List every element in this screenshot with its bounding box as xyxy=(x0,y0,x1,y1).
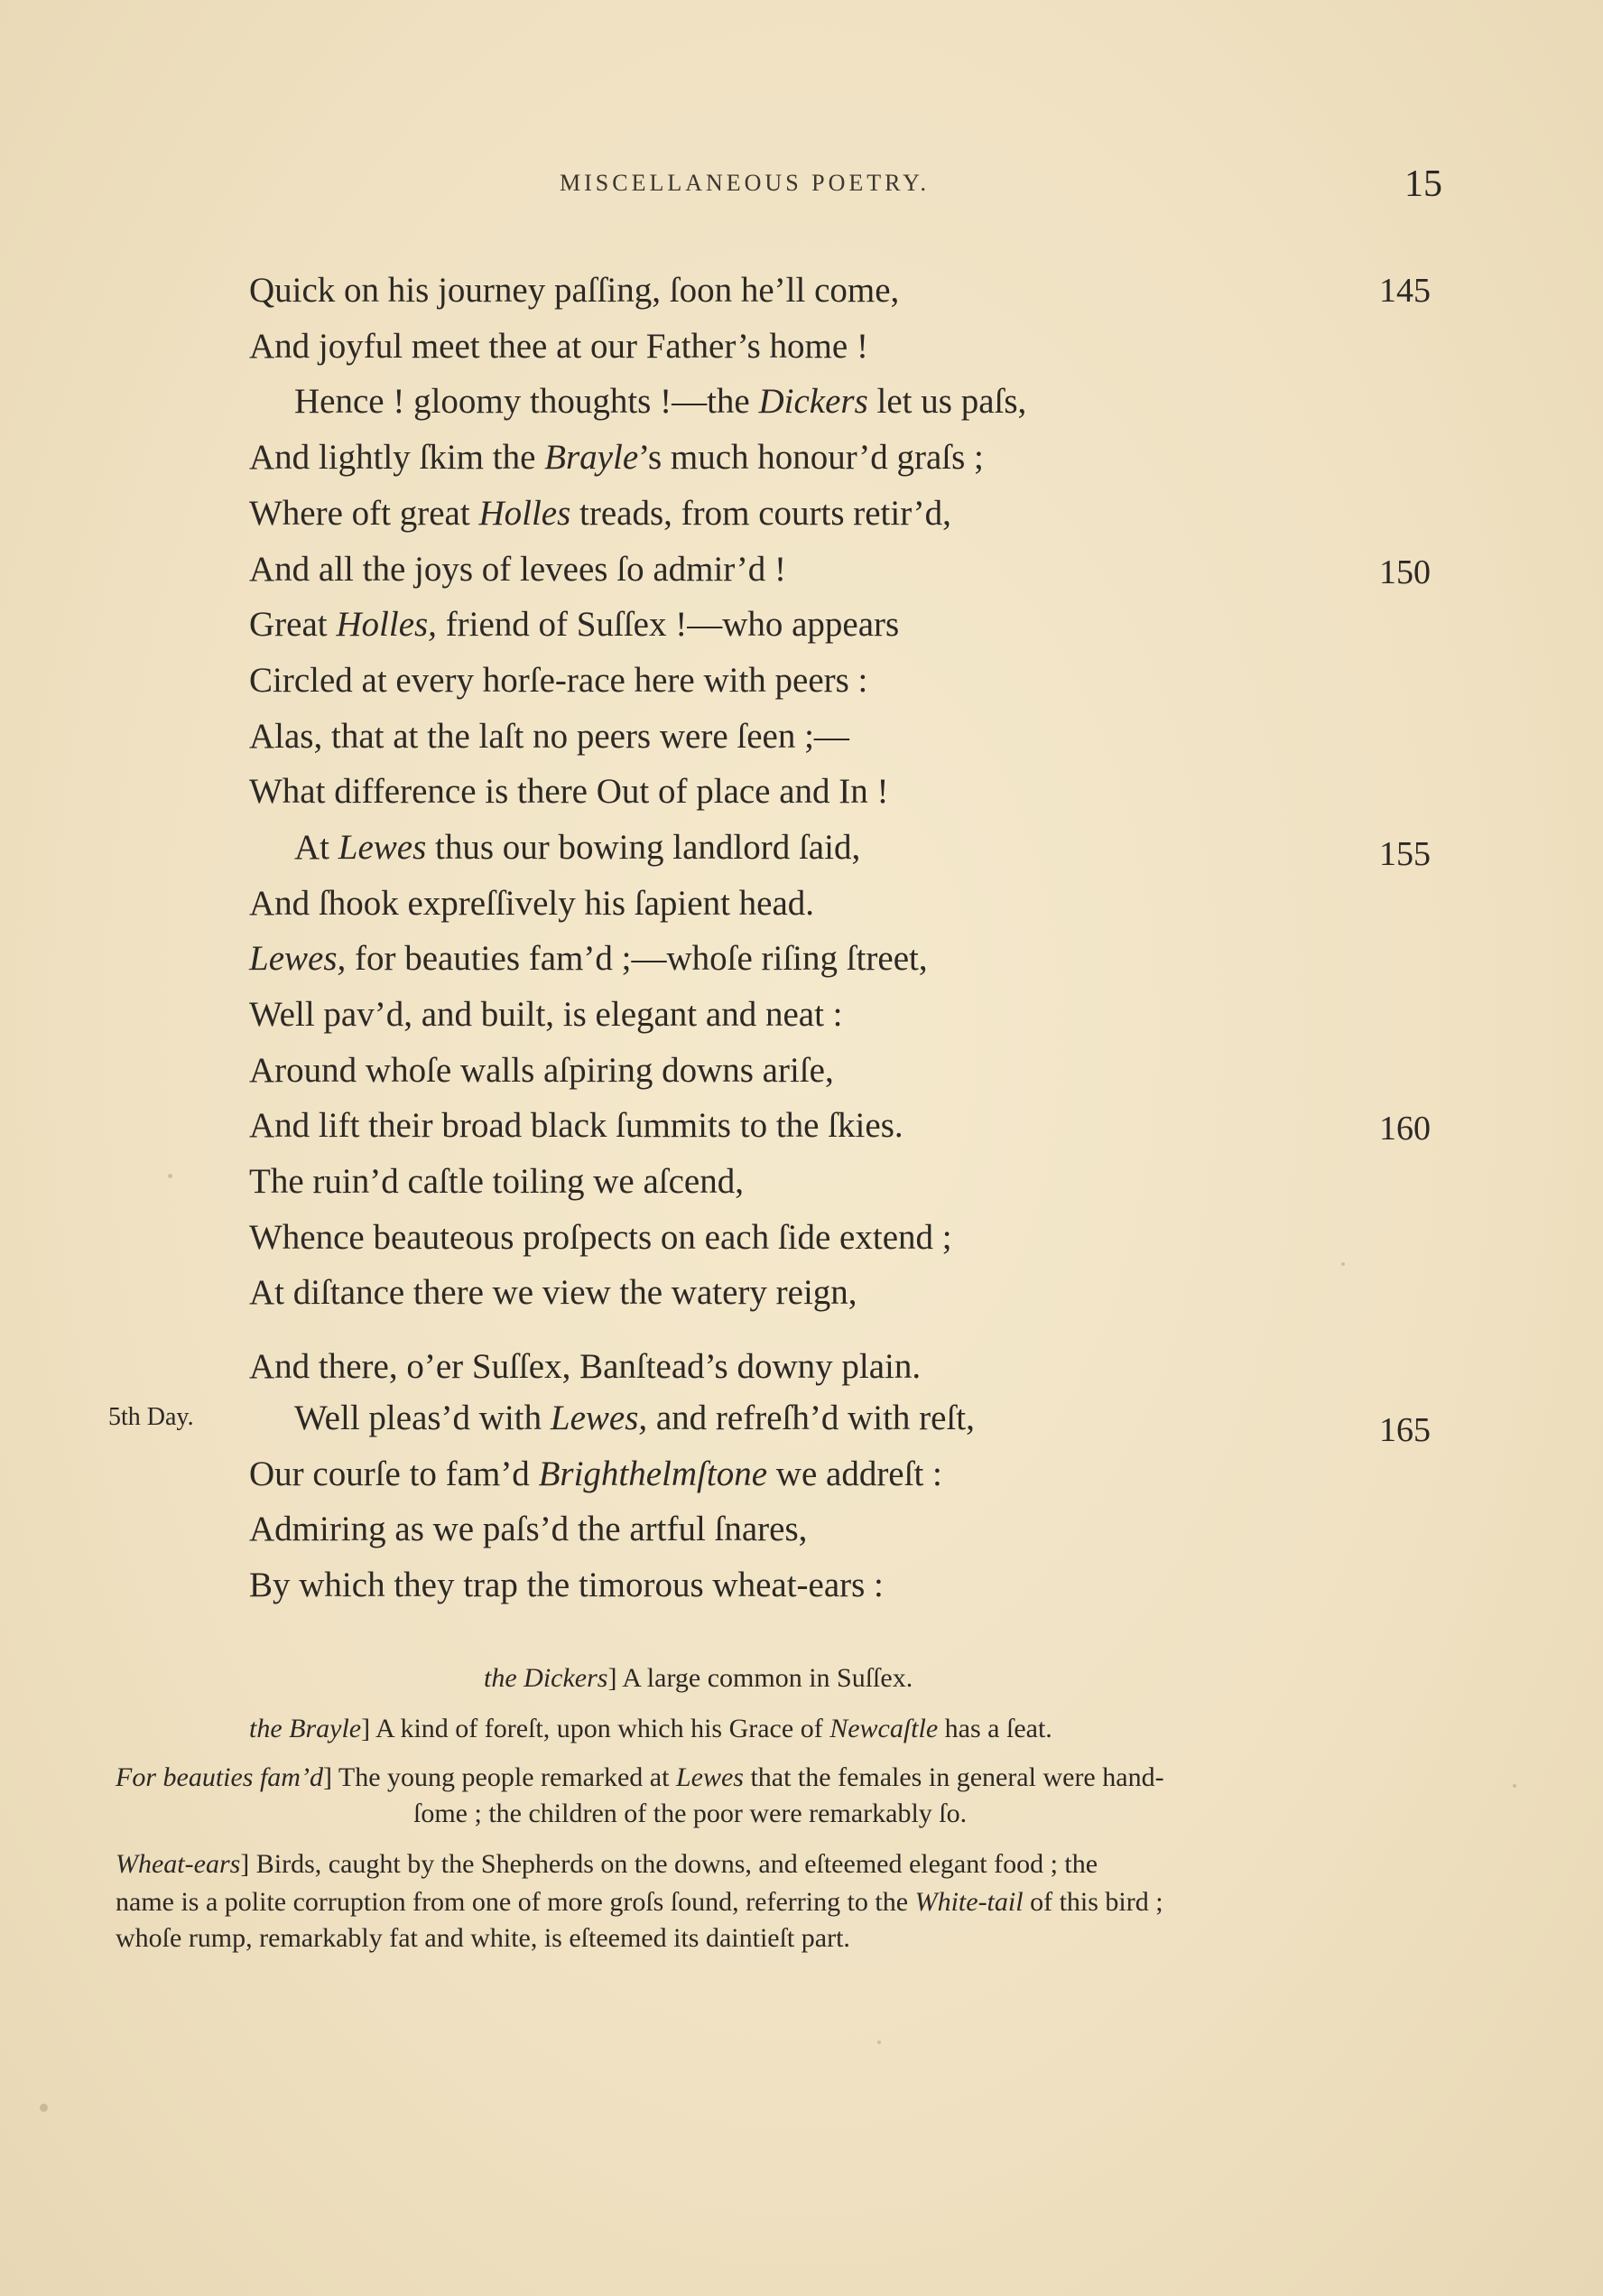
verse-line: And ſhook expreſſively his ſapient head. xyxy=(249,884,815,923)
verse-line: Well pleas’d with Lewes, and refreſh’d with reſt, xyxy=(294,1399,975,1437)
line-number: 145 xyxy=(1379,272,1431,310)
line-number: 165 xyxy=(1379,1411,1431,1449)
page-number: 15 xyxy=(1404,163,1442,205)
verse-line: And joyful meet thee at our Father’s home ! xyxy=(249,327,868,366)
running-title: MISCELLANEOUS POETRY. xyxy=(560,170,931,196)
verse-line: What difference is there Out of place and In ! xyxy=(249,772,889,811)
verse-line: Admiring as we paſs’d the artful ſnares, xyxy=(249,1510,808,1548)
line-number: 155 xyxy=(1379,835,1431,873)
verse-line: By which they trap the timorous wheat-ears : xyxy=(249,1566,884,1604)
paper-speck xyxy=(40,2104,48,2112)
verse-line: Great Holles, friend of Suſſex !—who appears xyxy=(249,605,900,644)
verse-line: Alas, that at the laſt no peers were ſeen ;— xyxy=(249,717,849,756)
verse-line: Our courſe to fam’d Brighthelmſtone we addreſt : xyxy=(249,1455,942,1493)
verse-line: Around whoſe walls aſpiring downs ariſe, xyxy=(249,1051,834,1090)
verse-line: And lift their broad black ſummits to the ſkies. xyxy=(249,1106,903,1145)
line-number: 160 xyxy=(1379,1110,1431,1148)
footnote-continuation: name is a polite corruption from one of more groſs ſound, referring to the White-tail of this bird ; xyxy=(116,1887,1163,1917)
verse-line: Whence beauteous proſpects on each ſide extend ; xyxy=(249,1218,952,1257)
verse-line: And lightly ſkim the Brayle’s much honour’d graſs ; xyxy=(249,438,984,477)
footnote-continuation: whoſe rump, remarkably fat and white, is eſteemed its daintieſt part. xyxy=(116,1923,850,1953)
verse-line: And all the joys of levees ſo admir’d ! xyxy=(249,550,786,589)
paper-speck xyxy=(1513,1784,1516,1788)
verse-line: Circled at every horſe-race here with peers : xyxy=(249,661,868,700)
footnote: Wheat-ears] Birds, caught by the Shepherds on the downs, and eſteemed elegant food ; the xyxy=(116,1849,1098,1879)
paper-speck xyxy=(1341,1262,1345,1266)
paper-speck xyxy=(168,1174,172,1178)
paper-speck xyxy=(877,2040,881,2044)
verse-line: Well pav’d, and built, is elegant and neat : xyxy=(249,995,843,1034)
verse-line: Where oft great Holles treads, from courts retir’d, xyxy=(249,494,951,533)
verse-line: Lewes, for beauties fam’d ;—whoſe riſing ſtreet, xyxy=(249,939,928,978)
margin-note: 5th Day. xyxy=(108,1403,194,1431)
footnote: the Brayle] A kind of foreſt, upon which his Grace of Newcaſtle has a ſeat. xyxy=(249,1714,1052,1743)
verse-line: Hence ! gloomy thoughts !—the Dickers let us paſs, xyxy=(294,382,1027,421)
verse-line: And there, o’er Suſſex, Banſtead’s downy plain. xyxy=(249,1347,922,1386)
verse-line: Quick on his journey paſſing, ſoon he’ll come, xyxy=(249,271,900,310)
footnote-continuation: ſome ; the children of the poor were remarkably ſo. xyxy=(413,1799,968,1828)
footnote: the Dickers] A large common in Suſſex. xyxy=(484,1663,913,1693)
line-number: 150 xyxy=(1379,553,1431,591)
verse-line: At diſtance there we view the watery reign, xyxy=(249,1273,857,1312)
footnote: For beauties fam’d] The young people remarked at Lewes that the females in general were hand- xyxy=(116,1762,1164,1792)
verse-line: The ruin’d caſtle toiling we aſcend, xyxy=(249,1162,744,1201)
verse-line: At Lewes thus our bowing landlord ſaid, xyxy=(294,828,861,867)
